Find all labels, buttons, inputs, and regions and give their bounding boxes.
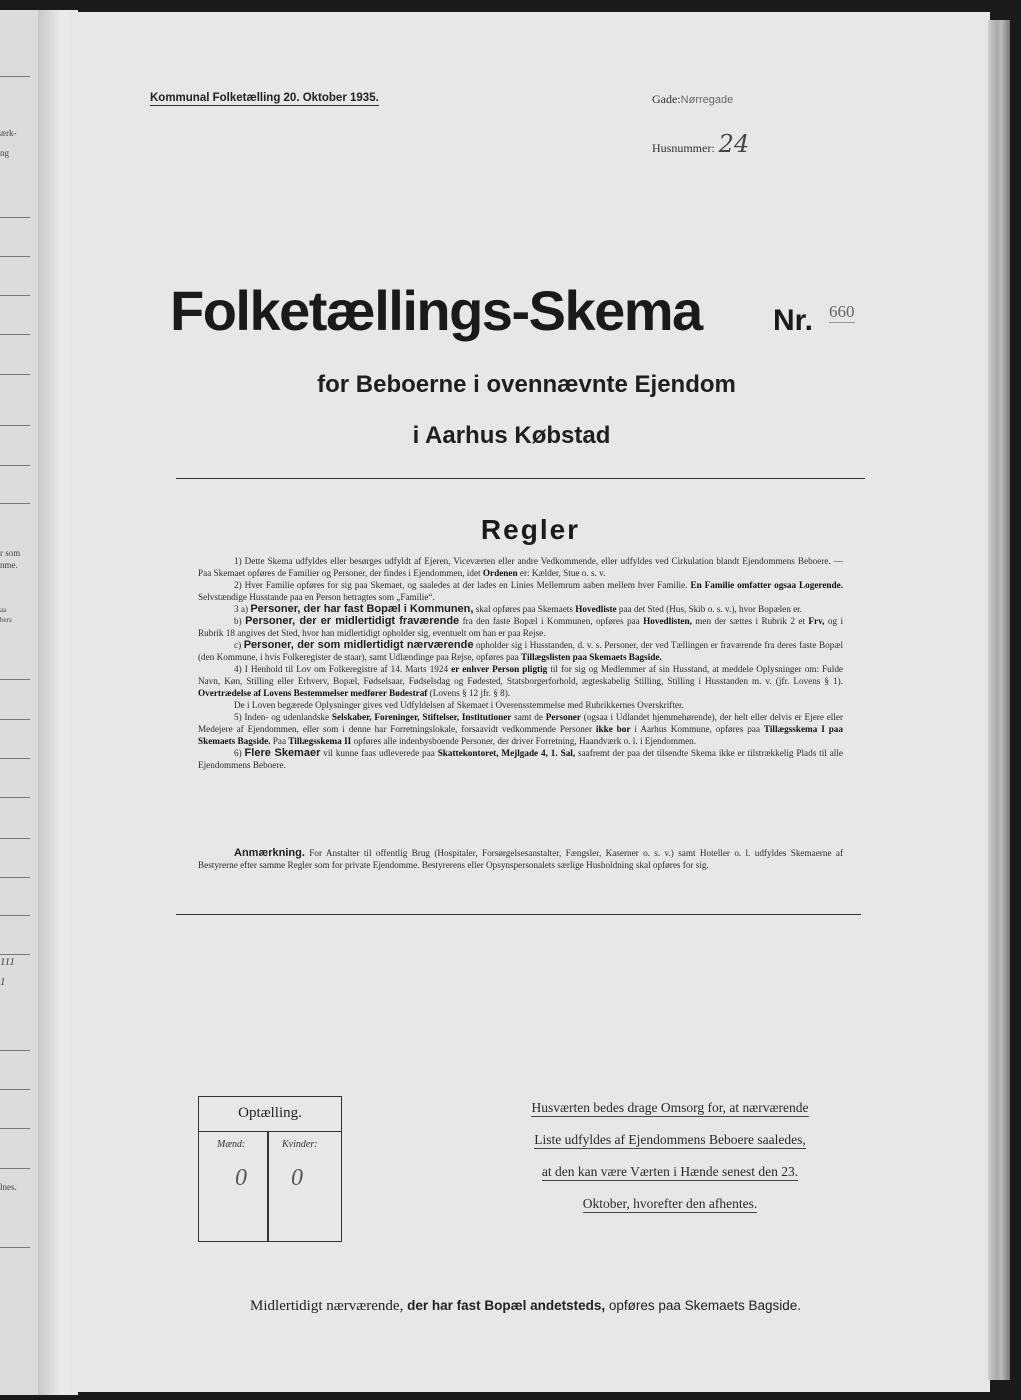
page-stack-edge [988,20,1010,1380]
notice-line: Husværten bedes drage Omsorg for, at nærværende [531,1100,809,1115]
house-number-value: 24 [718,130,750,158]
remark [198,847,843,871]
divider-top [176,478,865,479]
left-page-fragment: 1 [0,976,6,988]
form-number-label: Nr. [773,304,814,337]
footer-note [0,1298,1021,1315]
subtitle-town: i Aarhus Købstad [412,422,611,449]
left-page-fragment: nme. [0,560,18,570]
rules-text [198,555,843,771]
rules-heading: Regler [480,514,581,545]
rule-4-note: De i Loven begærede Oplysninger gives ved Udfyldelsen af Skemaet i Overensstemmelse med Rubrikkernes Overskrifter. [234,700,684,710]
tally-men-header: Mænd: [217,1139,246,1150]
form-title: Folketællings-Skema [170,279,702,342]
rule-2: 2) Hver Familie opføres for sig paa Skemaet, og saaledes at der lades en Linies Mellemrum aaben mellem hver Familie. En Familie omfatter ogsaa Logerende. Selvstændige Husstande paa en Person betragtes som „Familie“. [198,580,843,602]
remark-label: Anmærkning. [234,847,305,859]
street-label: Gade: [652,92,681,106]
rule-3a: 3 a) Personer, der har fast Bopæl i Kommunen, skal opføres paa Skemaets Hovedliste paa det Sted (Hus, Skib o. s. v.), hvor Bopælen er. [234,603,803,615]
footer-part-3: opføres paa Skemaets Bagside. [608,1298,801,1313]
tally-women-value: 0 [291,1165,303,1191]
notice-line: at den kan være Værten i Hænde senest den 23. [541,1164,799,1179]
left-page-fragment: ng [0,148,9,158]
house-number-label: Husnummer: [652,141,715,155]
tally-box [198,1096,342,1242]
remark-text: For Anstalter til offentlig Brug (Hospitaler, Forsørgelsesanstalter, Fængsler, Kaserner o. s. v.) samt Hoteller o. l. udfyldes Skemaerne af Bestyrerne efter samme Regler som for private Ejendomme. Bestyrerens eller Opsynspersonalets særlige Husholdning skal opføres for sig. [198,848,844,870]
left-page-fragment: aa [0,606,7,614]
left-page-fragment: bers [0,616,12,624]
divider-bottom [176,914,861,915]
left-page-fragment: lnes. [0,1182,17,1192]
house-number-field [652,130,749,158]
rule-3b: b) Personer, der er midlertidigt fraværende fra den faste Bopæl i Kommunen, opføres paa Hovedlisten, men der sættes i Rubrik 2 et Frv, og i Rubrik 18 angives det Sted, hvor han midlertidigt opholder sig, eventuelt om han er paa Rejse. [198,615,844,638]
street-value: Nørregade [680,94,734,106]
rule-3c: c) Personer, der som midlertidigt nærværende opholder sig i Husstanden, d. v. s. Personer, der ved Tællingen er fraværende fra deres faste Bopæl (den Kommune, i hvis Folkeregister de staar), samt Udlændinge paa Rejse, opføres paa Tillægslisten paa Skemaets Bagside. [198,639,843,662]
tally-women-header: Kvinder: [282,1139,318,1150]
rule-6: 6) Flere Skemaer vil kunne faas udleverede paa Skattekontoret, Mejlgade 4, 1. Sal, saafremt der paa det tilsendte Skema ikke er tilstrækkelig Plads til alle Ejendommens Beboere. [198,747,843,770]
tally-title: Optælling. [238,1105,302,1121]
notice-line: Liste udfyldes af Ejendommens Beboere saaledes, [534,1132,806,1147]
notice-line: Oktober, hvorefter den afhentes. [582,1196,758,1211]
footer-part-1: Midlertidigt nærværende, [250,1298,404,1314]
rule-5: 5) Inden- og udenlandske Selskaber, Foreninger, Stiftelser, Institutioner samt de Personer (ogsaa i Udlandet hjemmehørende), der helt eller delvis er Ejere eller Medejere af Ejendommen, eller som i denne har Forretningslokale, forsaavidt vedkommende Personer ikke bor i Aarhus Kommune, opføres paa Tillægsskema I paa Skemaets Bagside. Paa Tillægsskema II opføres alle indenbysboende Personer, der driver Forretning, Haandværk o. l. i Ejendommen. [198,712,844,746]
footer-part-2: der har fast Bopæl andetsteds, [407,1298,606,1313]
left-page-fragment: 111 [0,956,15,968]
tally-men-value: 0 [235,1165,247,1191]
tally-column-divider [267,1131,269,1241]
tally-divider [199,1131,341,1132]
subtitle-residents: for Beboerne i ovennævnte Ejendom [317,371,736,398]
left-page-fragment: r som [0,548,21,558]
street-field [652,92,733,107]
form-number-value: 660 [829,302,855,321]
landlord-notice [500,1100,840,1228]
rule-4: 4) I Henhold til Lov om Folkeregistre af 14. Marts 1924 er enhver Person pligtig til for sig og Medlemmer af sin Husstand, at meddele Oplysninger om: Fulde Navn, Køn, Stilling eller Erhverv, Bopæl, Fødselsaar, Fødselsdag og Fødested, Statsborgerforhold, ægteskabelig Stilling, Stilling i Husstanden m. v. (jfr. Lovens § 1). Overtrædelse af Lovens Bestemmelser medfører Bødestraf (Lovens § 12 jfr. § 8). [198,664,843,698]
rule-1: 1) Dette Skema udfyldes eller besørges udfyldt af Ejeren, Viceværten eller andre Vedkommende, eller udfyldes ved Cirkulation blandt Ejendommens Beboere. — Paa Skemaet opføres de Familier og Personer, der findes i Ejendommen, idet Ordenen er: Kælder, Stue o. s. v. [198,556,843,578]
left-page-fragment: ærk- [0,128,17,138]
census-header: Kommunal Folketælling 20. Oktober 1935. [150,92,379,104]
